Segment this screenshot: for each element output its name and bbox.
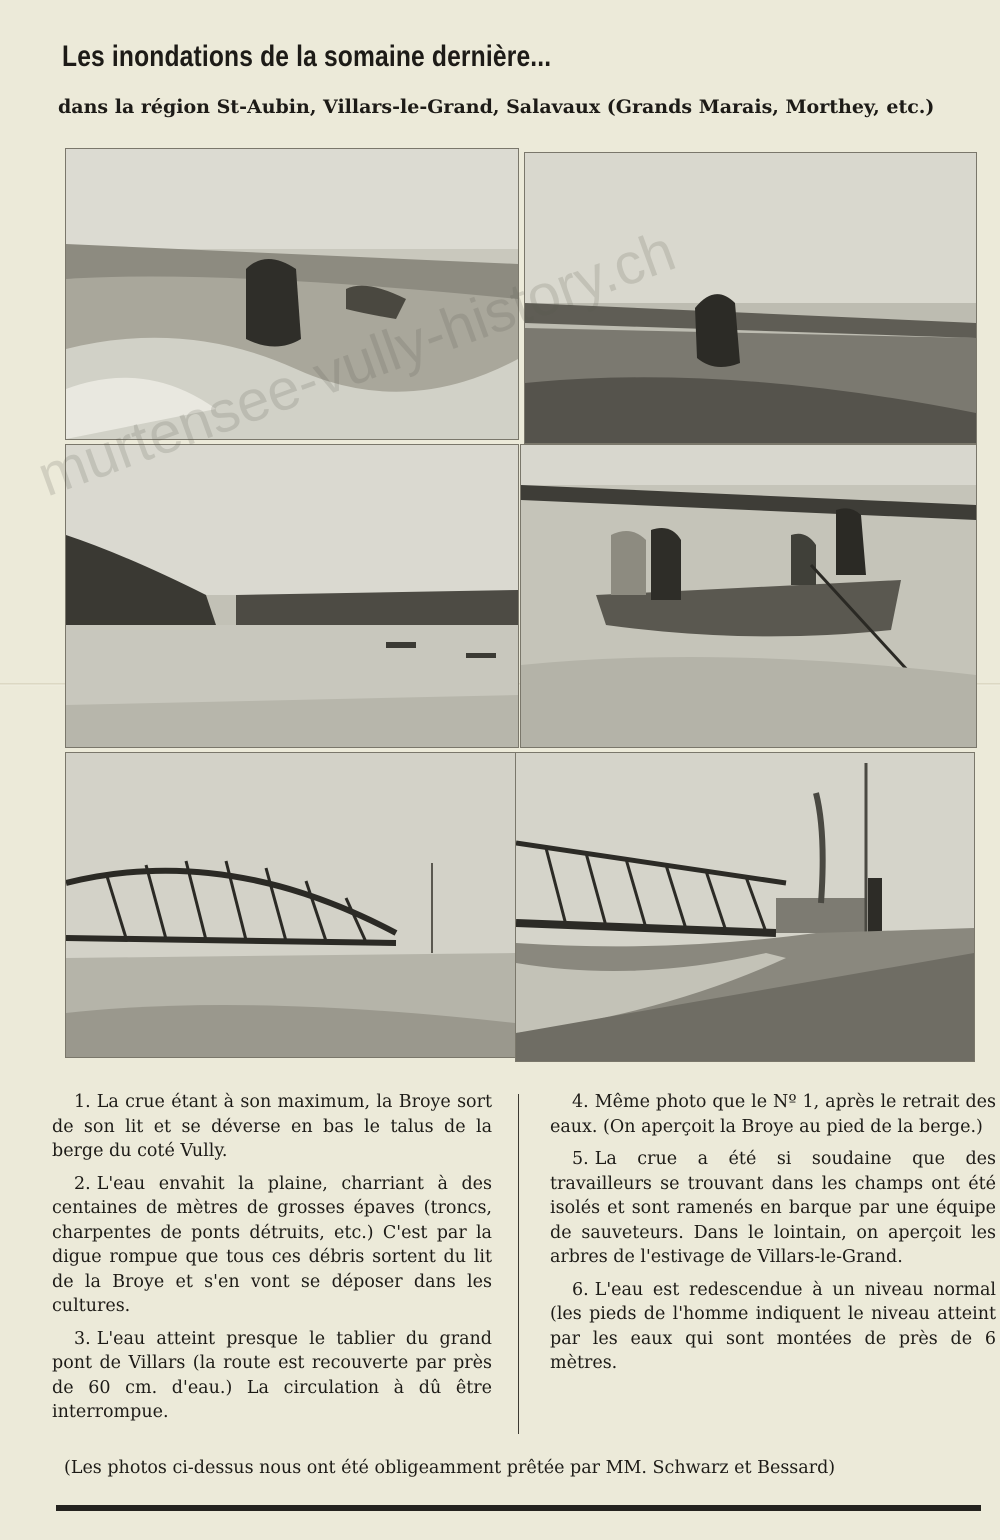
caption-5: 5. La crue a été si soudaine que des travailleurs se trouvant dans les champs ont été isolés et sont ramenés en barque par une équipe de sauveteurs. Dans le lointain, on aperçoit les arbres de l'estivage de Villars-le-Grand. (550, 1149, 996, 1267)
column-divider (518, 1094, 519, 1434)
captions-right-column (550, 1090, 996, 1384)
photo-2-after-retreat (524, 152, 977, 444)
photo-4-rescue-boat (520, 444, 977, 748)
bottom-rule (56, 1505, 981, 1511)
photo-1-flood-overflow (65, 148, 519, 440)
photo-grid (65, 148, 977, 1060)
subtitle: dans la région St-Aubin, Villars-le-Grand, Salavaux (Grands Marais, Morthey, etc.) (58, 96, 935, 118)
caption-3: 3. L'eau atteint presque le tablier du grand pont de Villars (la route est recouverte par près de 60 cm. d'eau.) La circulation à dû être interrompue. (52, 1328, 492, 1422)
photo-credit: (Les photos ci-dessus nous ont été obligeamment prêtée par MM. Schwarz et Bessard) (64, 1458, 836, 1478)
caption-6: 6. L'eau est redescendue à un niveau normal (les pieds de l'homme indiquent le niveau atteint par les eaux qui sont montées de près de 6 mètres. (550, 1279, 996, 1373)
photo-3-flooded-plain (65, 444, 519, 748)
photo-5-bridge-high-water (65, 752, 516, 1058)
caption-4: 4. Même photo que le Nº 1, après le retrait des eaux. (On aperçoit la Broye au pied de la berge.) (550, 1092, 996, 1137)
captions-left-column (52, 1090, 492, 1433)
page-title: Les inondations de la somaine dernière... (62, 40, 552, 73)
photo-6-bridge-normal-level (515, 752, 975, 1062)
caption-1: 1. La crue étant à son maximum, la Broye sort de son lit et se déverse en bas le talus de la berge du coté Vully. (52, 1092, 492, 1161)
caption-2: 2. L'eau envahit la plaine, charriant à des centaines de mètres de grosses épaves (troncs, charpentes de ponts détruits, etc.) C'est par la digue rompue que tous ces débris sortent du lit de la Broye et s'en vont se déposer dans les cultures. (52, 1173, 492, 1316)
